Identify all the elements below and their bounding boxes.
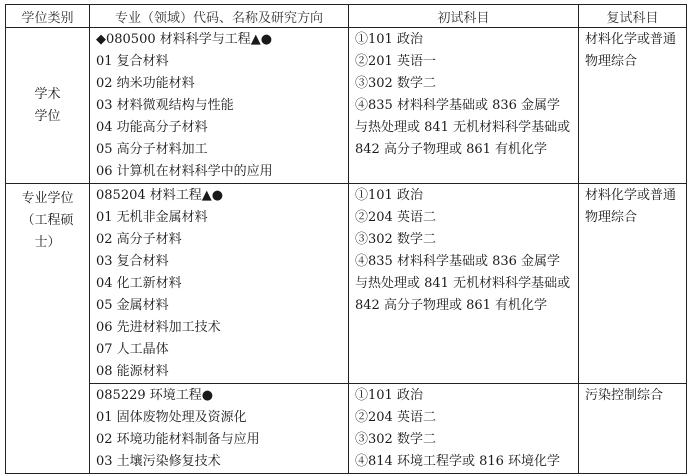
direction-item: 04 化工新材料 bbox=[96, 276, 182, 291]
retest-cell bbox=[579, 28, 687, 184]
direction-item: 03 材料微观结构与性能 bbox=[96, 98, 234, 113]
retest-cell bbox=[579, 384, 687, 474]
header-major: 专业（领域）代码、名称及研究方向 bbox=[90, 5, 349, 28]
exam-cell bbox=[349, 28, 579, 184]
retest-cell bbox=[579, 184, 687, 384]
direction-item: 07 人工晶体 bbox=[96, 342, 169, 357]
section-professional bbox=[6, 184, 687, 384]
admissions-table bbox=[5, 4, 687, 474]
direction-item: 01 复合材料 bbox=[96, 54, 169, 69]
header-exam-subjects: 初试科目 bbox=[349, 5, 579, 28]
direction-item: 03 土壤污染修复技术 bbox=[96, 454, 221, 469]
direction-item: 04 功能高分子材料 bbox=[96, 120, 208, 135]
retest-subject: 污染控制综合 bbox=[585, 388, 664, 403]
direction-item: 02 纳米功能材料 bbox=[96, 76, 195, 91]
exam-cell bbox=[349, 184, 579, 384]
direction-item: 05 金属材料 bbox=[96, 298, 169, 313]
exam-item: ①101 政治 bbox=[355, 32, 423, 47]
degree-type-line: 专业学位 bbox=[21, 191, 74, 206]
exam-item: ②204 英语二 bbox=[355, 210, 436, 225]
direction-item: 01 固体废物处理及资源化 bbox=[96, 410, 247, 425]
degree-type-line: 学术 bbox=[34, 86, 61, 102]
direction-item: 03 复合材料 bbox=[96, 254, 169, 269]
direction-item: 02 环境功能材料制备与应用 bbox=[96, 432, 260, 447]
direction-item: 02 高分子材料 bbox=[96, 232, 182, 247]
degree-type-line: （工程硕 bbox=[21, 213, 74, 228]
exam-item: ②204 英语二 bbox=[355, 410, 436, 425]
exam-item: ④814 环境工程学或 816 环境化学 bbox=[355, 454, 561, 469]
section-academic bbox=[6, 28, 687, 184]
direction-item: 05 高分子材料加工 bbox=[96, 142, 208, 157]
major-cell bbox=[90, 184, 349, 384]
major-title: 085229 环境工程● bbox=[96, 388, 214, 403]
exam-item: ④835 材料科学基础或 836 金属学与热处理或 841 无机材料科学基础或 842 高分子物理或 861 有机化学 bbox=[355, 254, 571, 313]
retest-subject: 材料化学或普通物理综合 bbox=[585, 32, 677, 69]
exam-item: ②201 英语一 bbox=[355, 54, 436, 69]
header-degree-type: 学位类别 bbox=[6, 5, 90, 28]
exam-item: ③302 数学二 bbox=[355, 432, 436, 447]
major-title: 085204 材料工程▲● bbox=[96, 188, 224, 203]
degree-type-cell bbox=[6, 184, 90, 474]
exam-item: ④835 材料科学基础或 836 金属学与热处理或 841 无机材料科学基础或 842 高分子物理或 861 有机化学 bbox=[355, 98, 571, 157]
header-retest-subjects: 复试科目 bbox=[579, 5, 687, 28]
degree-type-cell bbox=[6, 28, 90, 184]
exam-item: ③302 数学二 bbox=[355, 76, 436, 91]
header-row bbox=[6, 5, 687, 28]
major-title: ◆080500 材料科学与工程▲● bbox=[96, 32, 273, 47]
direction-item: 06 计算机在材料科学中的应用 bbox=[96, 164, 273, 179]
direction-item: 06 先进材料加工技术 bbox=[96, 320, 221, 335]
major-cell bbox=[90, 384, 349, 474]
exam-item: ③302 数学二 bbox=[355, 232, 436, 247]
retest-subject: 材料化学或普通物理综合 bbox=[585, 188, 677, 225]
direction-item: 01 无机非金属材料 bbox=[96, 210, 208, 225]
degree-type-line: 学位 bbox=[34, 108, 61, 124]
exam-item: ①101 政治 bbox=[355, 188, 423, 203]
major-cell bbox=[90, 28, 349, 184]
degree-type-line: 士） bbox=[34, 235, 61, 250]
section-environmental bbox=[6, 384, 687, 474]
direction-item: 08 能源材料 bbox=[96, 364, 169, 379]
exam-cell bbox=[349, 384, 579, 474]
exam-item: ①101 政治 bbox=[355, 388, 423, 403]
